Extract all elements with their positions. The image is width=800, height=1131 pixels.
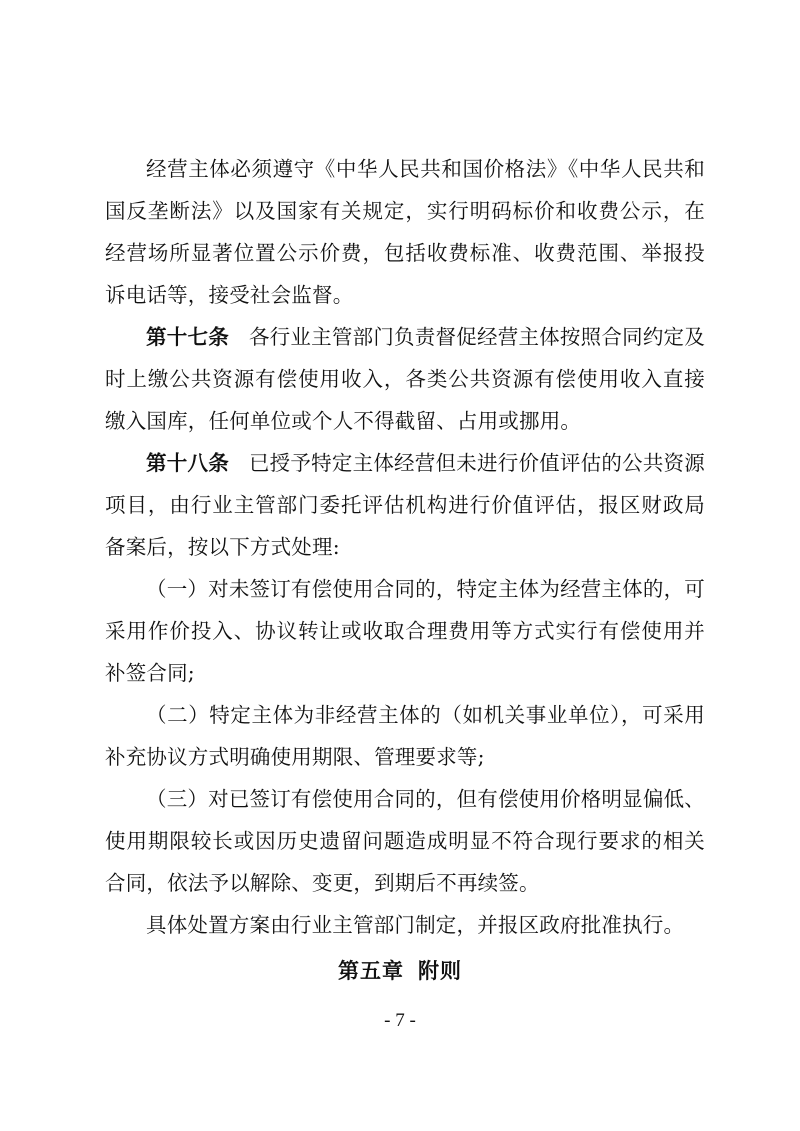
paragraph-text: 具体处置方案由行业主管部门制定，并报区政府批准执行。 bbox=[146, 913, 685, 937]
paragraph-text: （二）特定主体为非经营主体的（如机关事业单位），可采用补充协议方式明确使用期限、管理要求等; bbox=[105, 703, 705, 769]
paragraph-text: （一）对未签订有偿使用合同的，特定主体为经营主体的，可采用作价投入、协议转让或收取合理费用等方式实行有偿使用并补签合同; bbox=[105, 577, 705, 685]
chapter-title: 附则 bbox=[418, 959, 462, 983]
paragraph-text: 各行业主管部门负责督促经营主体按照合同约定及时上缴公共资源有偿使用收入，各类公共资源有偿使用收入直接缴入国库，任何单位或个人不得截留、占用或挪用。 bbox=[105, 325, 705, 433]
paragraph-article-17 bbox=[105, 316, 705, 442]
article-number: 第十八条 bbox=[146, 451, 229, 475]
paragraph-text: 经营主体必须遵守《中华人民共和国价格法》《中华人民共和国反垄断法》以及国家有关规定，实行明码标价和收费公示，在经营场所显著位置公示价费，包括收费标准、收费范围、举报投诉电话等，接受社会监督。 bbox=[105, 157, 705, 307]
paragraph-item-1 bbox=[105, 568, 705, 694]
page-number: - 7 - bbox=[384, 1010, 416, 1031]
paragraph-article-18 bbox=[105, 442, 705, 568]
paragraph-item-2 bbox=[105, 694, 705, 778]
paragraph-implementation bbox=[105, 904, 705, 946]
article-number: 第十七条 bbox=[146, 325, 229, 349]
paragraph-text: 已授予特定主体经营但未进行价值评估的公共资源项目，由行业主管部门委托评估机构进行价值评估，报区财政局备案后，按以下方式处理: bbox=[105, 451, 705, 559]
chapter-number: 第五章 bbox=[338, 959, 404, 983]
paragraph-text: （三）对已签订有偿使用合同的，但有偿使用价格明显偏低、使用期限较长或因历史遗留问题造成明显不符合现行要求的相关合同，依法予以解除、变更，到期后不再续签。 bbox=[105, 787, 705, 895]
paragraph-price-law-compliance bbox=[105, 148, 705, 316]
paragraph-item-3 bbox=[105, 778, 705, 904]
chapter-heading bbox=[0, 955, 800, 985]
